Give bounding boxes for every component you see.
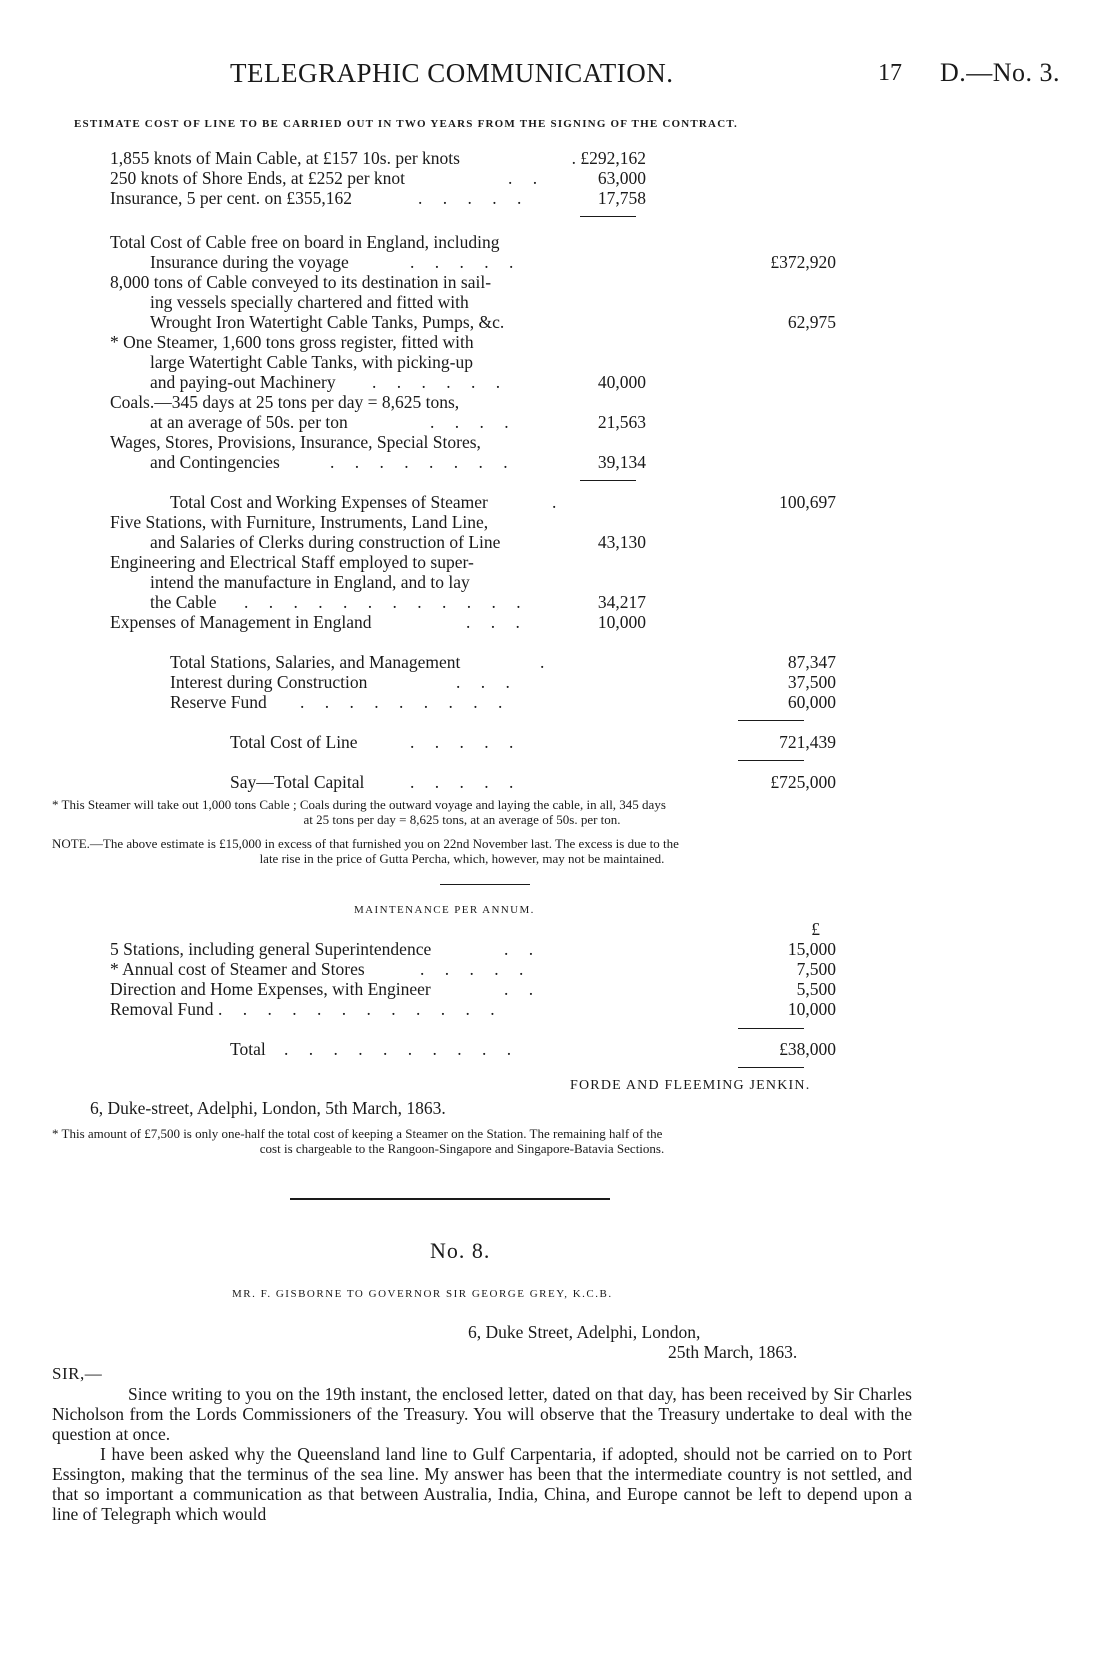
table-row: Direction and Home Expenses, with Engineer . . 5,500 xyxy=(110,979,836,999)
table-row: 5 Stations, including general Superintendence . . 15,000 xyxy=(110,939,836,959)
table-row: Total Stations, Salaries, and Management . 87,347 xyxy=(170,652,836,672)
maintenance-footnote: * This amount of £7,500 is only one-half the total cost of keeping a Steamer on the Station. The remaining half of the cost is chargeable to the Rangoon-Singapore and Singapore-Batavia Sections. xyxy=(52,1126,665,1156)
table-row: Five Stations, with Furniture, Instruments, Land Line, xyxy=(110,512,489,532)
table-row: intend the manufacture in England, and to lay xyxy=(150,572,470,592)
letter-date: 25th March, 1863. xyxy=(668,1342,798,1362)
estimate-footnote: * This Steamer will take out 1,000 tons Cable ; Coals during the outward voyage and laying the cable, in all, 345 days at 25 tons per day = 8,625 tons, at an average of 50s. per ton. xyxy=(52,797,666,827)
maintenance-heading: MAINTENANCE PER ANNUM. xyxy=(354,904,535,916)
table-row: Expenses of Management in England . . . 10,000 xyxy=(110,612,646,632)
table-row: Removal Fund . . . . . . . . . . . . 10,000 xyxy=(110,999,836,1019)
table-row: Coals.—345 days at 25 tons per day = 8,625 tons, xyxy=(110,392,460,412)
table-row: Engineering and Electrical Staff employed to super- xyxy=(110,552,474,572)
letter-paragraph: I have been asked why the Queensland land line to Gulf Carpentaria, if adopted, should not be carried on to Port Essington, making that the terminus of the sea line. My answer has been that the intermediate country is not settled, and that so important a communication as that between Australia, India, China, and Europe cannot be left to depend upon a line of Telegraph which would xyxy=(52,1444,912,1524)
page-number: 17 xyxy=(878,60,902,86)
divider xyxy=(738,760,804,761)
table-row: ing vessels specially chartered and fitted with xyxy=(150,292,469,312)
letter-paragraph: Since writing to you on the 19th instant, the enclosed letter, dated on that day, has been received by Sir Charles Nicholson from the Lords Commissioners of the Treasury. You will observe that the Treasury undertake to deal with the question at once. xyxy=(52,1384,912,1444)
table-row: and Salaries of Clerks during construction of Line 43,130 xyxy=(150,532,646,552)
estimate-heading: ESTIMATE COST OF LINE TO BE CARRIED OUT IN TWO YEARS FROM THE SIGNING OF THE CONTRACT. xyxy=(74,118,739,130)
table-row: Total Cost of Cable free on board in England, including xyxy=(110,232,500,252)
table-row: * One Steamer, 1,600 tons gross register, fitted with xyxy=(110,332,474,352)
table-row: Total Cost and Working Expenses of Steamer . 100,697 xyxy=(170,492,836,512)
letter-title: MR. F. GISBORNE TO GOVERNOR SIR GEORGE GREY, K.C.B. xyxy=(232,1288,613,1300)
letter-number: No. 8. xyxy=(430,1238,491,1263)
divider xyxy=(440,884,530,885)
address-line: 6, Duke-street, Adelphi, London, 5th March, 1863. xyxy=(90,1098,446,1118)
table-row: Wages, Stores, Provisions, Insurance, Special Stores, xyxy=(110,432,481,452)
divider xyxy=(738,1067,804,1068)
running-title: TELEGRAPHIC COMMUNICATION. xyxy=(230,58,674,88)
divider xyxy=(580,216,636,217)
table-row: at an average of 50s. per ton . . . . 21,563 xyxy=(150,412,646,432)
table-row: Reserve Fund . . . . . . . . . 60,000 xyxy=(170,692,836,712)
table-row: Insurance during the voyage . . . . . £372,920 xyxy=(150,252,836,272)
table-row: the Cable . . . . . . . . . . . . 34,217 xyxy=(150,592,646,612)
table-row: 250 knots of Shore Ends, at £252 per knot . . 63,000 xyxy=(110,168,646,188)
table-row: Insurance, 5 per cent. on £355,162 . . . . . 17,758 xyxy=(110,188,646,208)
table-row: Interest during Construction . . . 37,500 xyxy=(170,672,836,692)
letter-address: 6, Duke Street, Adelphi, London, xyxy=(468,1322,701,1342)
divider xyxy=(738,1028,804,1029)
section-divider xyxy=(290,1198,610,1200)
table-row: * Annual cost of Steamer and Stores . . . . . 7,500 xyxy=(110,959,836,979)
table-row: £ xyxy=(811,919,820,939)
table-row: Wrought Iron Watertight Cable Tanks, Pumps, &c. 62,975 xyxy=(150,312,836,332)
table-row: Total Cost of Line . . . . . 721,439 xyxy=(230,732,836,752)
signature: FORDE AND FLEEMING JENKIN. xyxy=(570,1078,811,1093)
table-row: 1,855 knots of Main Cable, at £157 10s. per knots . £292,162 xyxy=(110,148,646,168)
divider xyxy=(580,480,636,481)
table-row: Say—Total Capital . . . . . £725,000 xyxy=(230,772,836,792)
salutation: SIR,— xyxy=(52,1364,103,1383)
table-row: 8,000 tons of Cable conveyed to its destination in sail- xyxy=(110,272,492,292)
divider xyxy=(738,720,804,721)
table-row: Total . . . . . . . . . . £38,000 xyxy=(230,1039,836,1059)
document-reference: D.—No. 3. xyxy=(940,58,1061,87)
table-row: and Contingencies . . . . . . . . 39,134 xyxy=(150,452,646,472)
table-row: and paying-out Machinery . . . . . . 40,000 xyxy=(150,372,646,392)
table-row: large Watertight Cable Tanks, with picking-up xyxy=(150,352,473,372)
estimate-note: NOTE.—The above estimate is £15,000 in excess of that furnished you on 22nd November last. The excess is due to the late rise in the price of Gutta Percha, which, however, may not be maintained. xyxy=(52,836,679,866)
